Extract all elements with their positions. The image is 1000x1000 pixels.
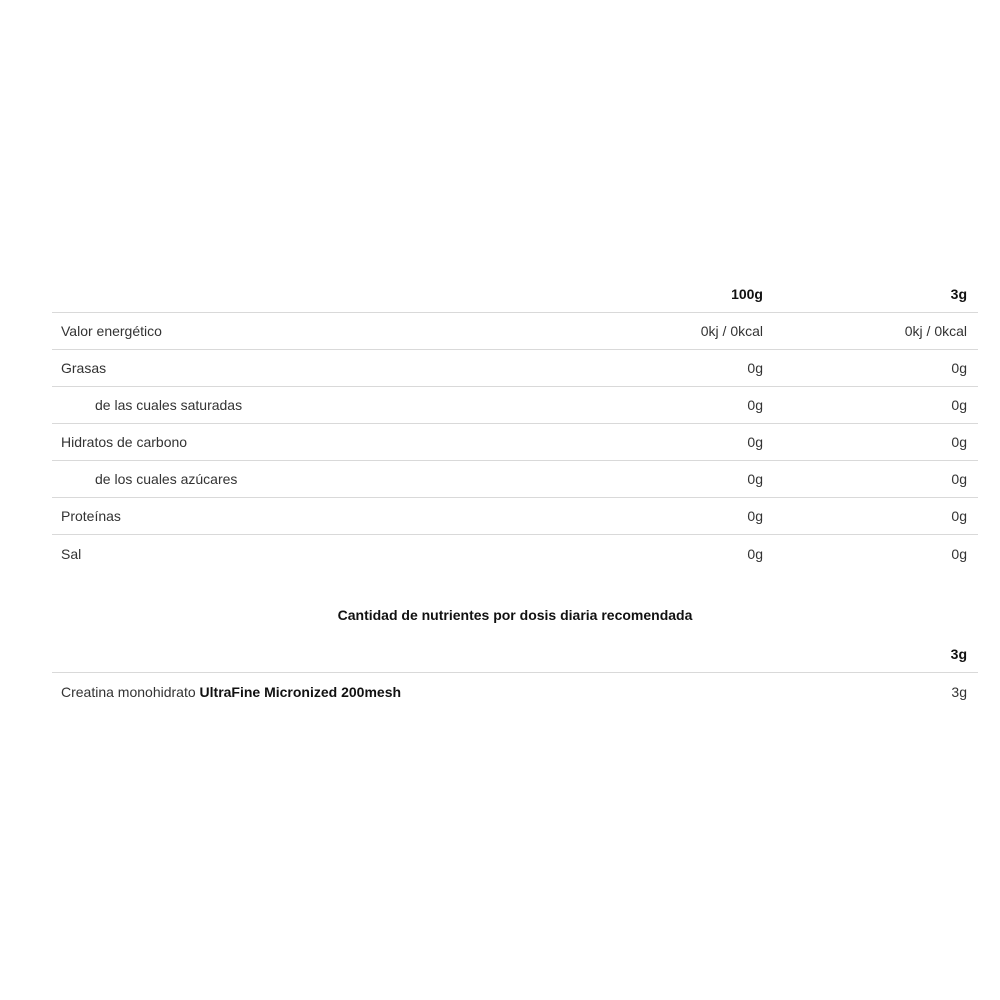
dose-row-label-regular: Creatina monohidrato <box>61 683 200 700</box>
row-label-salt: Sal <box>61 545 82 562</box>
table-row <box>52 498 978 535</box>
dose-row-value-serving: 3g <box>951 683 967 700</box>
row-label-protein: Proteínas <box>61 508 121 524</box>
row-value-serving: 0g <box>951 508 967 524</box>
dose-section-title: Cantidad de nutrientes por dosis diaria recomendada <box>337 607 693 623</box>
dose-header-row <box>52 636 978 673</box>
row-label-carbohydrates: Hidratos de carbono <box>61 434 188 450</box>
row-value-serving: 0g <box>951 397 967 413</box>
dose-row-label-bold: UltraFine Micronized 200mesh <box>199 683 402 700</box>
row-label-sugars: de los cuales azúcares <box>95 471 238 487</box>
row-label-fat: Grasas <box>61 360 107 376</box>
table-row <box>52 350 978 387</box>
row-value-100g: 0g <box>747 397 763 413</box>
row-value-100g: 0g <box>747 434 763 450</box>
row-value-100g: 0kj / 0kcal <box>700 323 763 339</box>
row-label-saturated-fat: de las cuales saturadas <box>95 397 243 413</box>
table-row <box>52 424 978 461</box>
dose-row-label <box>52 684 763 700</box>
row-value-100g: 0g <box>747 545 763 562</box>
dose-header-per-serving: 3g <box>950 646 967 662</box>
row-value-serving: 0g <box>951 434 967 450</box>
row-value-100g: 0g <box>747 471 763 487</box>
table-row <box>52 673 978 710</box>
table-row <box>52 387 978 424</box>
table-row <box>52 461 978 498</box>
row-value-serving: 0g <box>951 545 967 562</box>
table-header-row <box>52 276 978 313</box>
row-value-serving: 0g <box>951 471 967 487</box>
header-per-serving: 3g <box>950 286 967 302</box>
dose-table <box>52 636 978 710</box>
row-value-serving: 0g <box>951 360 967 376</box>
row-label-energy: Valor energético <box>61 323 162 339</box>
table-row <box>52 535 978 572</box>
row-value-serving: 0kj / 0kcal <box>904 323 967 339</box>
row-value-100g: 0g <box>747 508 763 524</box>
table-row <box>52 313 978 350</box>
row-value-100g: 0g <box>747 360 763 376</box>
header-per-100g: 100g <box>731 286 763 302</box>
nutrition-table <box>52 276 978 572</box>
